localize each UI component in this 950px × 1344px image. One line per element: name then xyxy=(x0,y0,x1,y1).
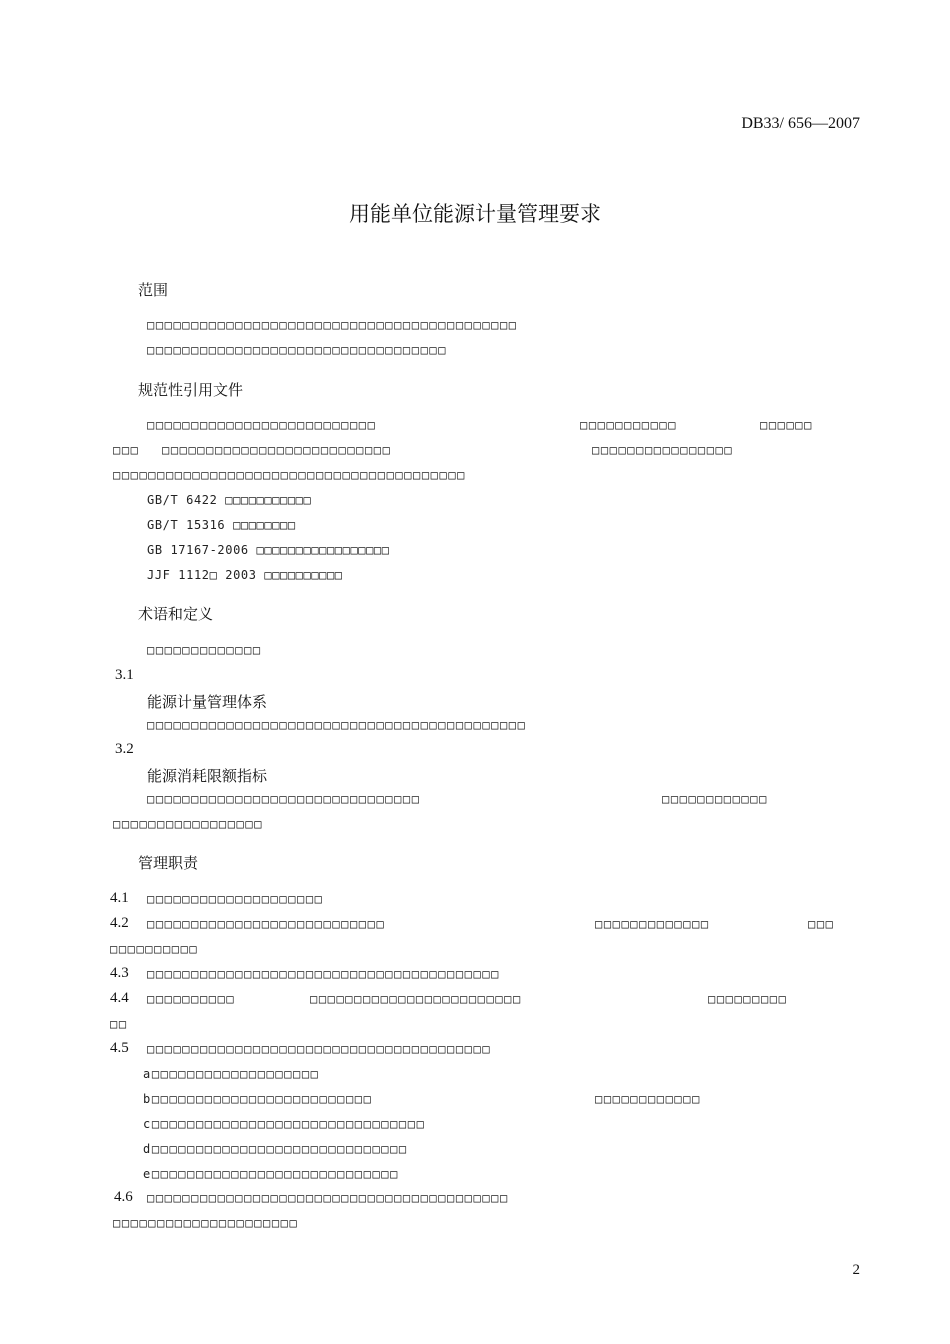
list-item-e: e□□□□□□□□□□□□□□□□□□□□□□□□□□□□ xyxy=(143,1167,399,1181)
clause-number: 4.1 xyxy=(110,890,129,906)
term-title: 能源计量管理体系 xyxy=(147,693,268,711)
reference-item: GB/T 15316 □□□□□□□□ xyxy=(147,518,296,532)
document-title: 用能单位能源计量管理要求 xyxy=(349,202,601,226)
section-heading-scope: 范围 xyxy=(138,281,169,299)
clause-text-a: □□□□□□□□□□□□□□□□□□□□□□□□□□□ xyxy=(147,917,386,931)
refs-intro-1a: □□□□□□□□□□□□□□□□□□□□□□□□□□ xyxy=(147,418,377,432)
term-number: 3.1 xyxy=(115,667,134,683)
section-heading-duties: 管理职责 xyxy=(138,854,199,872)
clause-number: 4.5 xyxy=(110,1040,129,1056)
clause-text-b: □□□□□□□□□□□□□□□□□□□□□□□□ xyxy=(310,992,522,1006)
refs-intro-2b: □□□□□□□□□□□□□□□□□□□□□□□□□□ xyxy=(162,443,392,457)
standard-code: DB33/ 656—2007 xyxy=(741,115,860,132)
clause-text-a: □□□□□□□□□□ xyxy=(147,992,236,1006)
section-heading-references: 规范性引用文件 xyxy=(138,381,244,399)
reference-item: GB 17167-2006 □□□□□□□□□□□□□□□□□ xyxy=(147,543,390,557)
clause-number: 4.6 xyxy=(114,1189,133,1205)
clause-text-c: □□□□□□□□□ xyxy=(708,992,788,1006)
clause-text-d: □□ xyxy=(110,1017,128,1031)
list-item-c: c□□□□□□□□□□□□□□□□□□□□□□□□□□□□□□□ xyxy=(143,1117,426,1131)
clause-text-a: □□□□□□□□□□□□□□□□□□□□□□□□□□□□□□□□□□□□□□□□□ xyxy=(147,1191,509,1205)
clause-number: 4.2 xyxy=(110,915,129,931)
refs-intro-2c: □□□□□□□□□□□□□□□□ xyxy=(592,443,734,457)
scope-line-1: □□□□□□□□□□□□□□□□□□□□□□□□□□□□□□□□□□□□□□□□□□ xyxy=(147,318,518,332)
term-definition: □□□□□□□□□□□□□□□□□□□□□□□□□□□□□□□□□□□□□□□□□□□ xyxy=(147,718,527,732)
refs-intro-1b: □□□□□□□□□□□ xyxy=(580,418,678,432)
terms-intro: □□□□□□□□□□□□□ xyxy=(147,643,262,657)
scope-line-2: □□□□□□□□□□□□□□□□□□□□□□□□□□□□□□□□□□ xyxy=(147,343,448,357)
term-definition-a: □□□□□□□□□□□□□□□□□□□□□□□□□□□□□□□ xyxy=(147,792,421,806)
term-definition-c: □□□□□□□□□□□□□□□□□ xyxy=(113,817,264,831)
reference-item: GB/T 6422 □□□□□□□□□□□ xyxy=(147,493,312,507)
reference-item: JJF 1112□ 2003 □□□□□□□□□□ xyxy=(147,568,343,582)
clause-text-d: □□□□□□□□□□ xyxy=(110,942,199,956)
clause-text: □□□□□□□□□□□□□□□□□□□□ xyxy=(147,892,324,906)
list-item-b-cont: □□□□□□□□□□□□ xyxy=(595,1092,701,1106)
refs-intro-3: □□□□□□□□□□□□□□□□□□□□□□□□□□□□□□□□□□□□□□□□ xyxy=(113,468,466,482)
page-number: 2 xyxy=(852,1262,860,1278)
clause-number: 4.4 xyxy=(110,990,129,1006)
refs-intro-2a: □□□ xyxy=(113,443,140,457)
term-number: 3.2 xyxy=(115,741,134,757)
clause-text-b: □□□□□□□□□□□□□ xyxy=(595,917,710,931)
term-title: 能源消耗限额指标 xyxy=(147,767,268,785)
section-heading-terms: 术语和定义 xyxy=(138,605,214,623)
list-item-d: d□□□□□□□□□□□□□□□□□□□□□□□□□□□□□ xyxy=(143,1142,408,1156)
refs-intro-1c: □□□□□□ xyxy=(760,418,813,432)
clause-text: □□□□□□□□□□□□□□□□□□□□□□□□□□□□□□□□□□□□□□□□ xyxy=(147,967,500,981)
clause-number: 4.3 xyxy=(110,965,129,981)
list-item-a: a□□□□□□□□□□□□□□□□□□□ xyxy=(143,1067,320,1081)
clause-text: □□□□□□□□□□□□□□□□□□□□□□□□□□□□□□□□□□□□□□□ xyxy=(147,1042,492,1056)
clause-text-c: □□□ xyxy=(808,917,835,931)
term-definition-b: □□□□□□□□□□□□ xyxy=(662,792,768,806)
list-item-b: b□□□□□□□□□□□□□□□□□□□□□□□□□ xyxy=(143,1092,373,1106)
clause-text-b: □□□□□□□□□□□□□□□□□□□□□ xyxy=(113,1216,299,1230)
